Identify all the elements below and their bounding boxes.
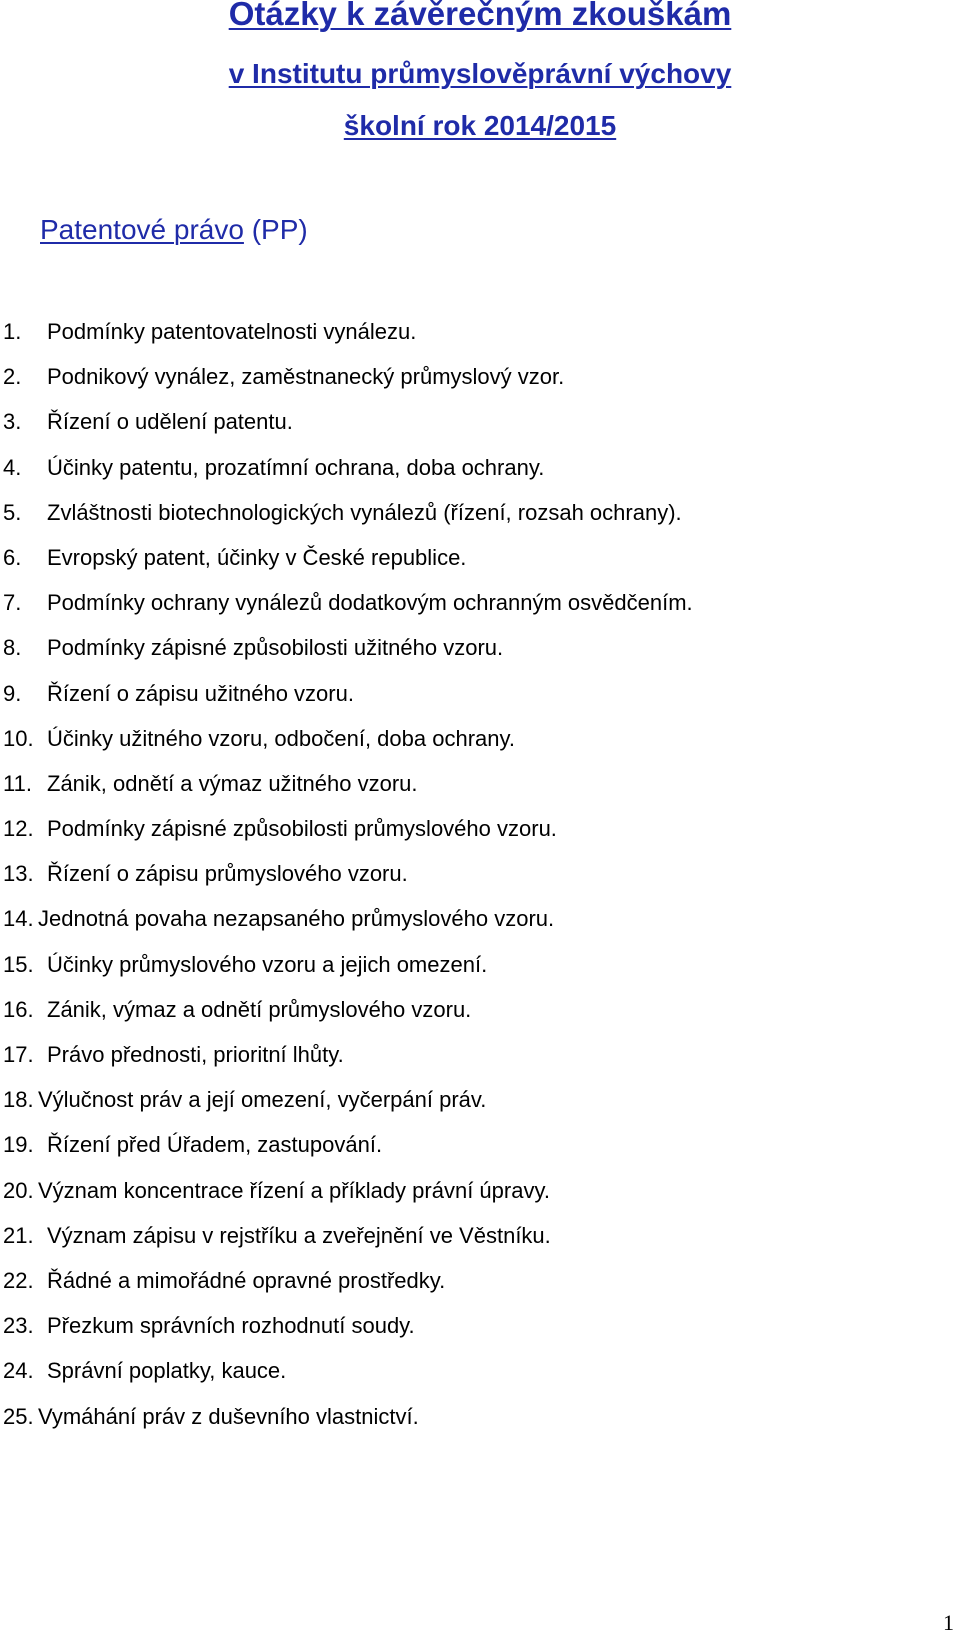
- question-number: 24.: [3, 1358, 34, 1384]
- question-number: 12.: [3, 816, 34, 842]
- question-number: 2.: [3, 364, 22, 390]
- question-item: [0, 1177, 920, 1222]
- section-heading-abbreviation: (PP): [243, 214, 308, 245]
- question-number: 15.: [3, 951, 34, 977]
- question-text: Zvláštnosti biotechnologických vynálezů (řízení, rozsah ochrany).: [47, 499, 682, 525]
- question-item: [0, 725, 920, 770]
- question-number: 13.: [3, 861, 34, 887]
- question-number: 3.: [3, 409, 22, 435]
- question-text: Právo přednosti, prioritní lhůty.: [47, 1042, 344, 1067]
- question-number: 11.: [3, 770, 32, 796]
- question-item: [0, 408, 920, 453]
- question-text: Výlučnost práv a její omezení, vyčerpání práv.: [38, 1087, 487, 1113]
- question-item: [0, 996, 920, 1041]
- question-item: [0, 1222, 920, 1267]
- question-item: [0, 499, 920, 544]
- question-text: Řízení o zápisu průmyslového vzoru.: [47, 861, 408, 887]
- question-text: Řízení o udělení patentu.: [47, 409, 293, 435]
- question-text: Správní poplatky, kauce.: [47, 1358, 287, 1384]
- question-number: 5.: [3, 499, 22, 525]
- question-number: 22.: [3, 1267, 34, 1293]
- question-text: Vymáhání práv z duševního vlastnictví.: [38, 1403, 419, 1429]
- question-text: Zánik, odnětí a výmaz užitného vzoru.: [47, 770, 418, 796]
- section-heading-title: Patentové právo: [40, 214, 244, 245]
- question-text: Řízení o zápisu užitného vzoru.: [47, 680, 354, 706]
- question-text: Jednotná povaha nezapsaného průmyslového vzoru.: [38, 906, 555, 932]
- question-list: [0, 318, 920, 1448]
- question-number: 25.: [3, 1403, 34, 1429]
- question-text: Evropský patent, účinky v České republice.: [47, 544, 467, 570]
- question-item: [0, 680, 920, 725]
- document-title: Otázky k závěrečným zkouškám: [228, 0, 732, 32]
- question-number: 23.: [3, 1313, 34, 1339]
- document-subtitle-school-year: školní rok 2014/2015: [343, 110, 617, 141]
- question-item: [0, 318, 920, 363]
- question-item: [0, 1267, 920, 1312]
- question-number: 8.: [3, 635, 22, 661]
- question-item: [0, 1131, 920, 1176]
- question-number: 21.: [3, 1222, 34, 1248]
- document-subtitle-institute: v Institutu průmyslověprávní výchovy: [228, 58, 732, 89]
- question-item: [0, 1041, 920, 1086]
- question-text: Řádné a mimořádné opravné prostředky.: [47, 1267, 446, 1293]
- question-item: [0, 1086, 920, 1131]
- question-text: Podmínky zápisné způsobilosti průmyslového vzoru.: [47, 816, 557, 842]
- question-number: 7.: [3, 590, 22, 616]
- question-number: 9.: [3, 680, 22, 706]
- question-item: [0, 634, 920, 679]
- question-text: Přezkum správních rozhodnutí soudy.: [47, 1313, 415, 1339]
- question-item: [0, 363, 920, 408]
- question-number: 1.: [3, 319, 22, 344]
- question-number: 6.: [3, 544, 22, 570]
- question-item: [0, 860, 920, 905]
- question-item: [0, 815, 920, 860]
- question-item: [0, 1403, 920, 1448]
- question-text: Řízení před Úřadem, zastupování.: [47, 1132, 383, 1158]
- question-text: Význam zápisu v rejstříku a zveřejnění ve Věstníku.: [47, 1222, 551, 1248]
- question-text: Podmínky zápisné způsobilosti užitného vzoru.: [47, 635, 504, 661]
- question-text: Účinky užitného vzoru, odbočení, doba ochrany.: [47, 725, 515, 751]
- question-number: 19.: [3, 1132, 34, 1158]
- page-number: 1: [943, 1610, 954, 1635]
- question-item: [0, 951, 920, 996]
- question-item: [0, 589, 920, 634]
- question-number: 20.: [3, 1177, 34, 1203]
- question-number: 4.: [3, 454, 22, 480]
- question-item: [0, 544, 920, 589]
- question-item: [0, 1357, 920, 1402]
- question-item: [0, 454, 920, 499]
- question-text: Význam koncentrace řízení a příklady právní úpravy.: [38, 1177, 550, 1203]
- question-number: 10.: [3, 725, 34, 751]
- question-item: [0, 905, 920, 950]
- question-number: 17.: [3, 1042, 34, 1067]
- section-heading: [40, 212, 308, 248]
- question-text: Účinky patentu, prozatímní ochrana, doba ochrany.: [47, 454, 545, 480]
- question-number: 14.: [3, 906, 34, 932]
- question-number: 18.: [3, 1087, 34, 1113]
- question-text: Podmínky patentovatelnosti vynálezu.: [47, 319, 417, 344]
- question-text: Zánik, výmaz a odnětí průmyslového vzoru.: [47, 996, 472, 1022]
- question-text: Podnikový vynález, zaměstnanecký průmyslový vzor.: [47, 364, 565, 390]
- question-text: Podmínky ochrany vynálezů dodatkovým ochranným osvědčením.: [47, 590, 693, 616]
- question-text: Účinky průmyslového vzoru a jejich omezení.: [47, 951, 488, 977]
- question-item: [0, 1312, 920, 1357]
- question-item: [0, 770, 920, 815]
- question-number: 16.: [3, 996, 34, 1022]
